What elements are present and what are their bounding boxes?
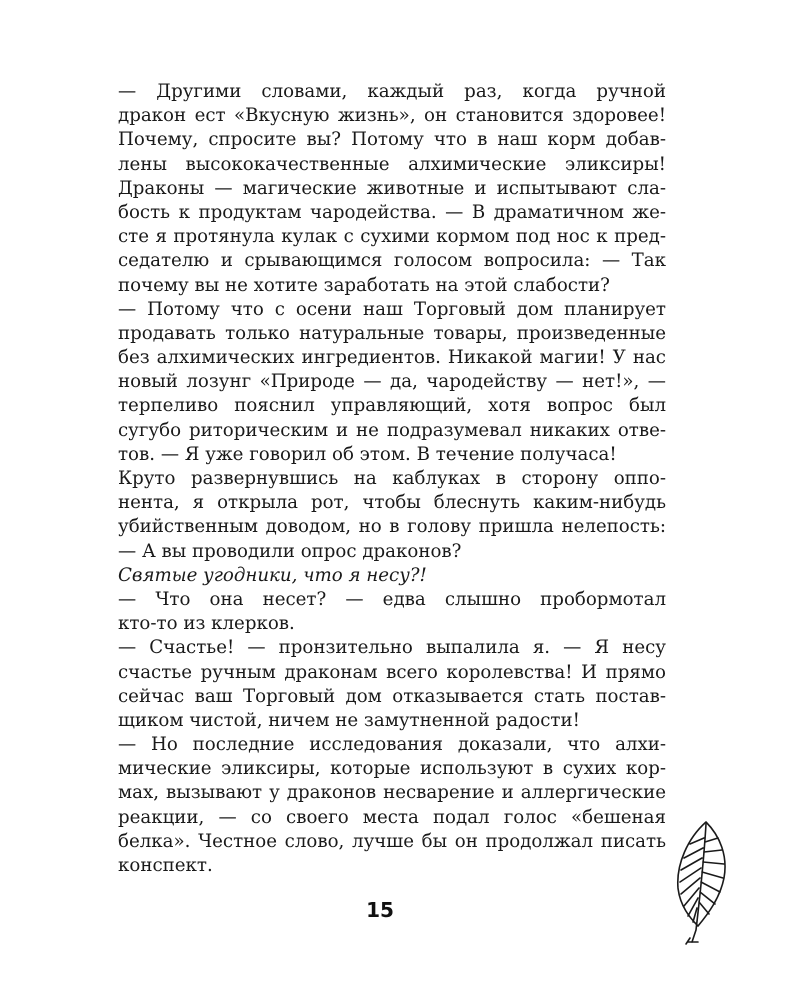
text-line: нента, я открыла рот, чтобы блеснуть каким-нибудь: [118, 492, 666, 514]
text-line: седателю и срывающимся голосом вопросила: — Так: [118, 250, 666, 272]
feather-icon: [668, 818, 732, 948]
text-line: сугубо риторическим и не подразумевал никаких отве-: [118, 419, 666, 441]
text-line: тов. — Я уже говорил об этом. В течение получаса!: [118, 443, 617, 465]
text-line: белка». Честное слово, лучше бы он продолжал писать: [118, 830, 666, 852]
text-line: мические эликсиры, которые используют в сухих кор-: [118, 758, 666, 780]
text-line: конспект.: [118, 855, 213, 876]
text-line: без алхимических ингредиентов. Никакой магии! У нас: [118, 347, 666, 369]
text-line: — Что она несет? — едва слышно пробормотал: [118, 588, 666, 610]
text-line: — А вы проводили опрос драконов?: [118, 540, 462, 562]
text-line: убийственным доводом, но в голову пришла нелепость:: [118, 516, 666, 538]
text-line: продавать только натуральные товары, произведенные: [118, 322, 666, 344]
text-line: реакции, — со своего места подал голос «бешеная: [118, 806, 666, 828]
text-line: Драконы — магические животные и испытывают сла-: [118, 177, 666, 199]
text-line: кто-то из клерков.: [118, 613, 295, 635]
text-line: Круто развернувшись на каблуках в сторону оппо-: [118, 468, 666, 489]
text-line: — Потому что с осени наш Торговый дом планирует: [118, 298, 666, 320]
text-line: бость к продуктам чародейства. — В драматичном же-: [118, 201, 666, 223]
text-line: терпеливо пояснил управляющий, хотя вопрос был: [118, 395, 666, 417]
text-line: щиком чистой, ничем не замутненной радости!: [118, 709, 580, 731]
body-text: [118, 80, 666, 878]
text-line: Святые угодники, что я несу?!: [118, 564, 427, 586]
page-number: 15: [366, 898, 394, 922]
text-line: сейчас ваш Торговый дом отказывается стать постав-: [118, 685, 666, 707]
text-line: — Но последние исследования доказали, что алхи-: [118, 734, 666, 756]
text-line: лены высококачественные алхимические эликсиры!: [118, 153, 666, 175]
text-line: дракон ест «Вкусную жизнь», он становится здоровее!: [118, 105, 666, 127]
text-line: новый лозунг «Природе — да, чародейству — нет!», —: [118, 371, 666, 393]
text-line: — Другими словами, каждый раз, когда ручной: [118, 81, 666, 102]
text-line: сте я протянула кулак с сухими кормом под нос к пред-: [118, 226, 666, 248]
text-line: — Счастье! — пронзительно выпалила я. — Я несу: [118, 637, 666, 659]
text-line: счастье ручным драконам всего королевства! И прямо: [118, 661, 666, 683]
text-line: почему вы не хотите заработать на этой слабости?: [118, 274, 610, 296]
text-line: Почему, спросите вы? Потому что в наш корм добав-: [118, 129, 666, 151]
text-line: мах, вызывают у драконов несварение и аллергические: [118, 782, 666, 804]
